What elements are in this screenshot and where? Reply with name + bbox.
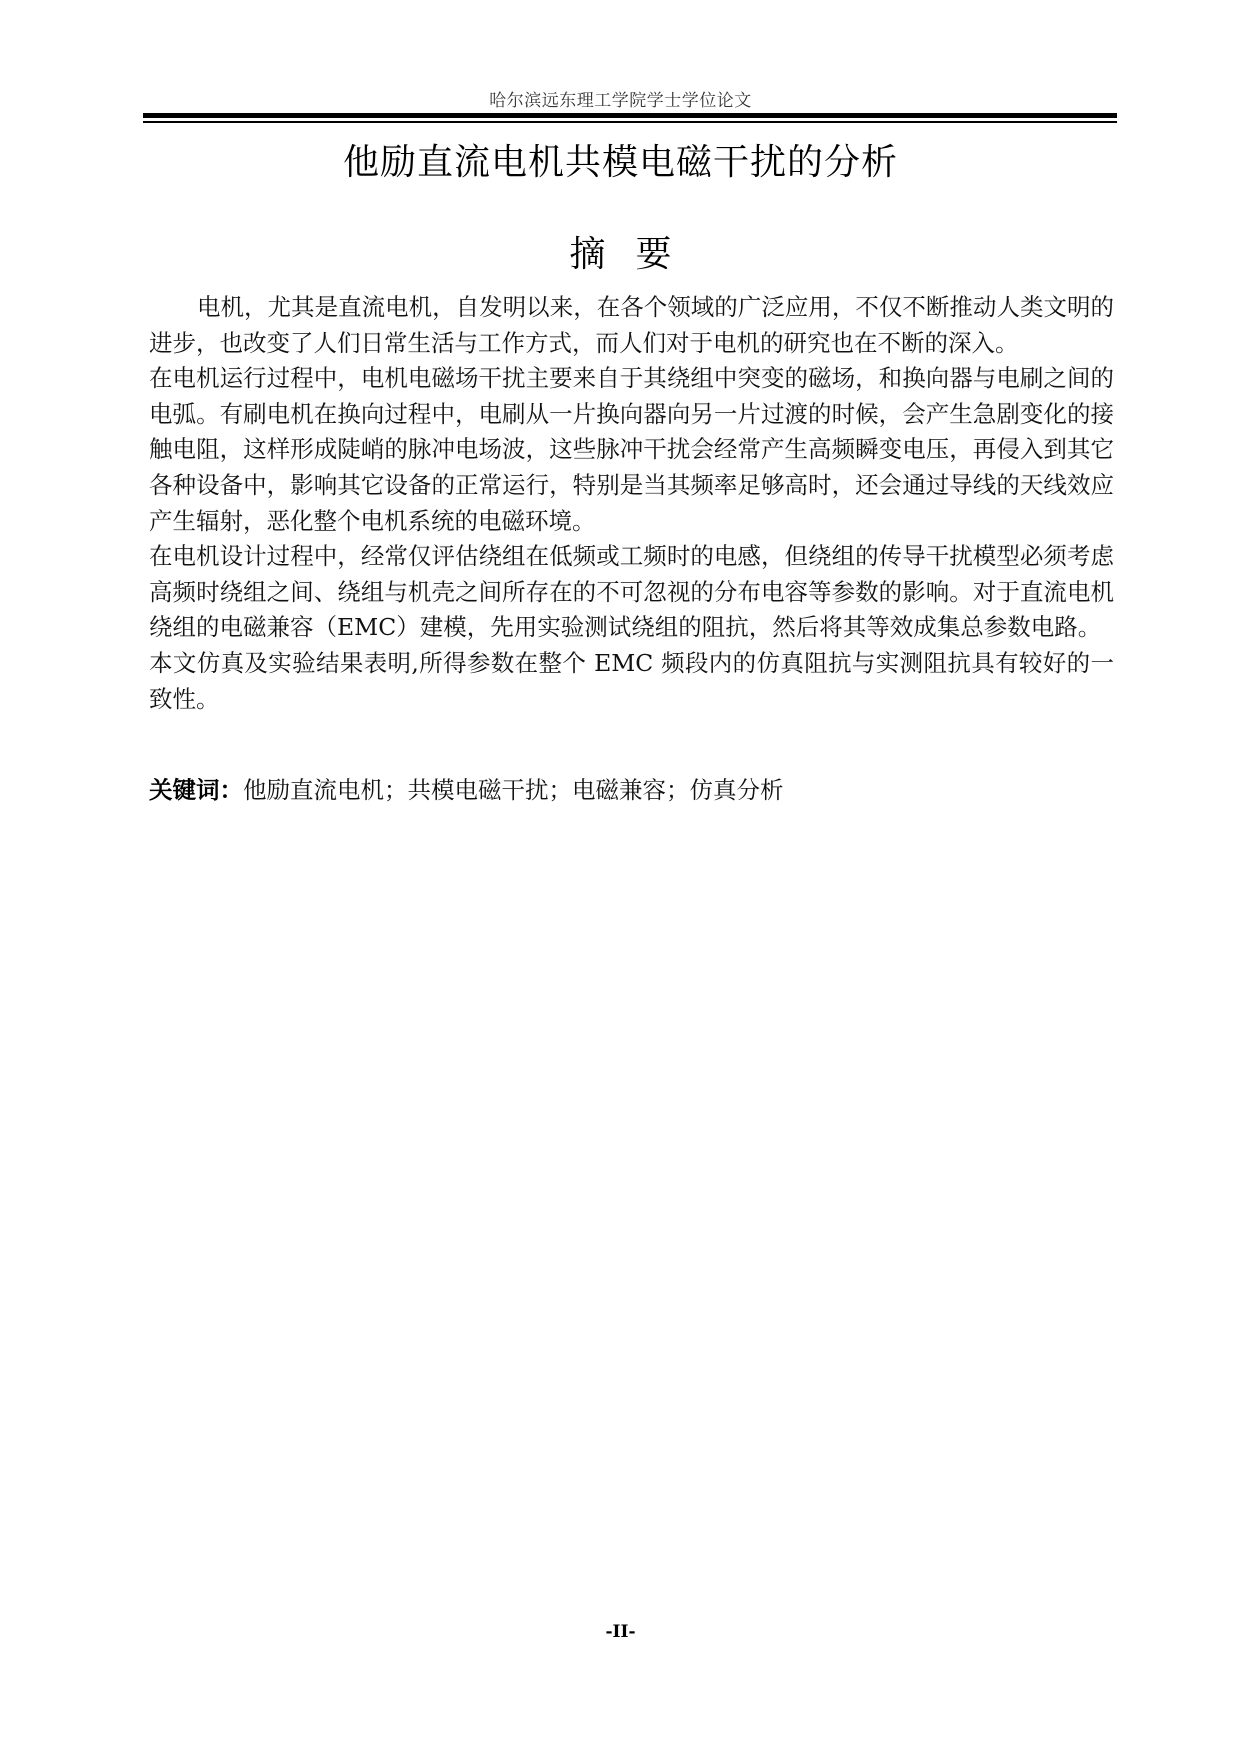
- abstract-paragraph-4: 本文仿真及实验结果表明,所得参数在整个 EMC 频段内的仿真阻抗与实测阻抗具有较好的一致性。: [149, 648, 1114, 713]
- thesis-title: 他励直流电机共模电磁干扰的分析: [342, 142, 898, 183]
- header-rule-thick: [143, 113, 1117, 118]
- abstract-paragraph-2: 在电机运行过程中，电机电磁场干扰主要来自于其绕组中突变的磁场，和换向器与电刷之间的电弧。有刷电机在换向过程中，电刷从一片换向器向另一片过渡的时候，会产生急剧变化的接触电阻，这样形成陡峭的脉冲电场波，这些脉冲干扰会经常产生高频瞬变电压，再侵入到其它各种设备中，影响其它设备的正常运行，特别是当其频率足够高时，还会通过导线的天线效应产生辐射，恶化整个电机系统的电磁环境。: [149, 364, 1114, 535]
- running-header: 哈尔滨远东理工学院学士学位论文: [489, 91, 752, 111]
- keywords-line: [149, 773, 1114, 807]
- keywords-label: 关键词：: [149, 776, 243, 804]
- abstract-paragraph-3: 在电机设计过程中，经常仅评估绕组在低频或工频时的电感，但绕组的传导干扰模型必须考虑高频时绕组之间、绕组与机壳之间所存在的不可忽视的分布电容等参数的影响。对于直流电机绕组的电磁兼容（EMC）建模，先用实验测试绕组的阻抗，然后将其等效成集总参数电路。: [149, 542, 1114, 642]
- keywords-list: 他励直流电机；共模电磁干扰；电磁兼容；仿真分析: [243, 776, 784, 804]
- abstract-paragraph-1: 电机，尤其是直流电机，自发明以来，在各个领域的广泛应用，不仅不断推动人类文明的进步，也改变了人们日常生活与工作方式，而人们对于电机的研究也在不断的深入。: [149, 293, 1114, 357]
- header-double-rule: [143, 113, 1117, 125]
- header-rule-thin: [143, 121, 1117, 123]
- page-number: -II-: [605, 1622, 636, 1642]
- abstract-heading: 摘要: [569, 234, 702, 275]
- abstract-body: [149, 290, 1114, 717]
